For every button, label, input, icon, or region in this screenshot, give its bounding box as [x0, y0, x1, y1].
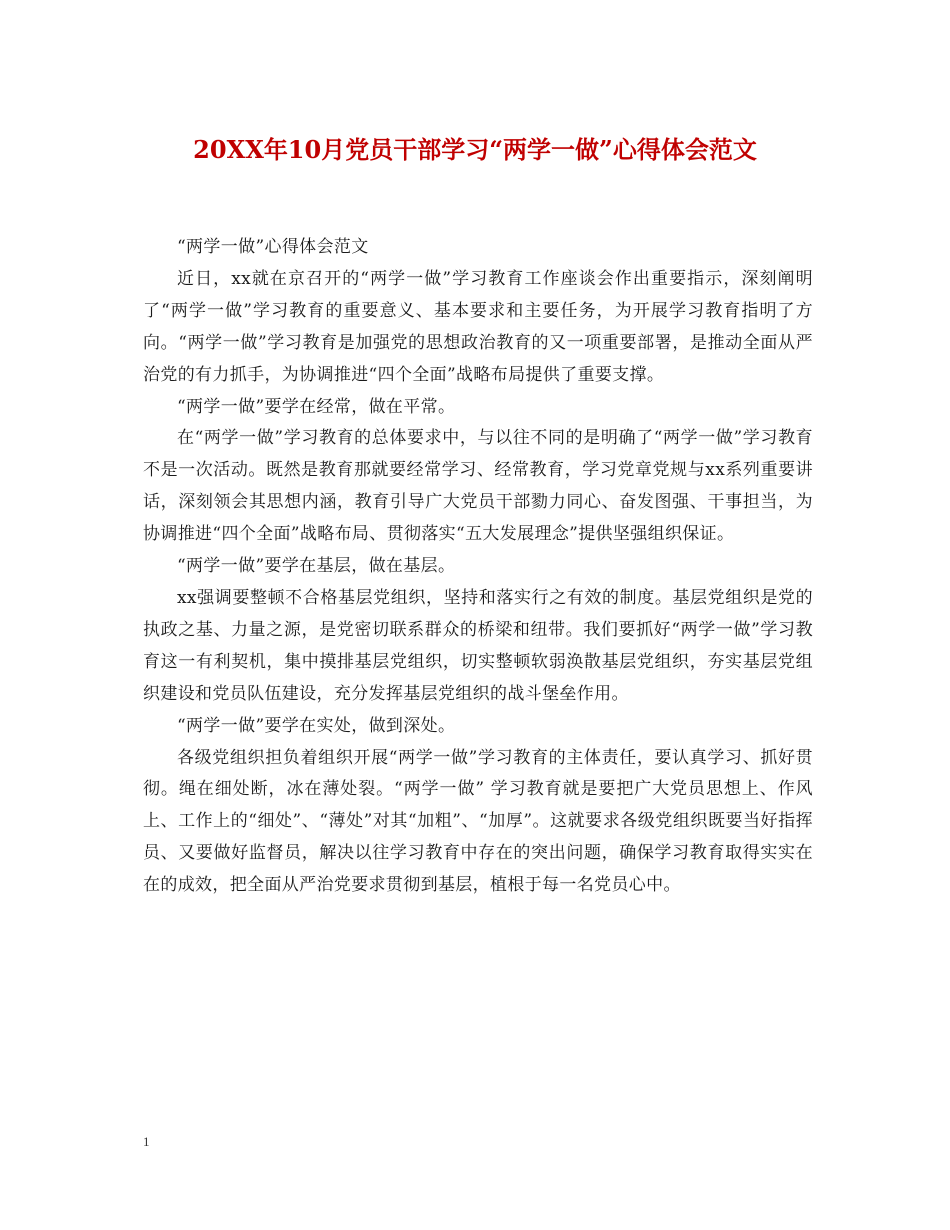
section-heading: “两学一做”要学在经常，做在平常。: [177, 396, 456, 417]
body-paragraph: xx强调要整顿不合格基层党组织，坚持和落实行之有效的制度。基层党组织是党的执政之基、力量之源，是党密切联系群众的桥梁和纽带。我们要抓好“两学一做”学习教育这一有利契机，集中摸排基层党组织，切实整顿软弱涣散基层党组织，夯实基层党组织建设和党员队伍建设，充分发挥基层党组织的战斗堡垒作用。: [143, 587, 813, 704]
body-paragraph: 近日，xx就在京召开的“两学一做”学习教育工作座谈会作出重要指示，深刻阐明了“两学一做”学习教育的重要意义、基本要求和主要任务，为开展学习教育指明了方向。“两学一做”学习教育是加强党的思想政治教育的又一项重要部署，是推动全面从严治党的有力抓手，为协调推进“四个全面”战略布局提供了重要支撑。: [143, 268, 813, 385]
document-title: 20XX年10月党员干部学习“两学一做”心得体会范文: [193, 135, 757, 164]
section-heading: “两学一做”要学在基层，做在基层。: [177, 556, 456, 577]
section-heading-intro: “两学一做”心得体会范文: [177, 237, 369, 257]
section-heading: “两学一做”要学在实处，做到深处。: [177, 715, 456, 736]
body-paragraph: 在“两学一做”学习教育的总体要求中，与以往不同的是明确了“两学一做”学习教育不是一次活动。既然是教育那就要经常学习、经常教育，学习党章党规与xx系列重要讲话，深刻领会其思想内涵，教育引导广大党员干部勠力同心、奋发图强、干事担当，为协调推进“四个全面”战略布局、贯彻落实“五大发展理念”提供坚强组织保证。: [143, 428, 813, 545]
document-body: [143, 232, 813, 902]
page-number: 1: [143, 1134, 150, 1149]
body-paragraph: 各级党组织担负着组织开展“两学一做”学习教育的主体责任，要认真学习、抓好贯彻。绳在细处断，冰在薄处裂。“两学一做” 学习教育就是要把广大党员思想上、作风上、工作上的“细处”、“薄处”对其“加粗”、“加厚”。这就要求各级党组织既要当好指挥员、又要做好监督员，解决以往学习教育中存在的突出问题，确保学习教育取得实实在在的成效，把全面从严治党要求贯彻到基层，植根于每一名党员心中。: [143, 747, 813, 896]
